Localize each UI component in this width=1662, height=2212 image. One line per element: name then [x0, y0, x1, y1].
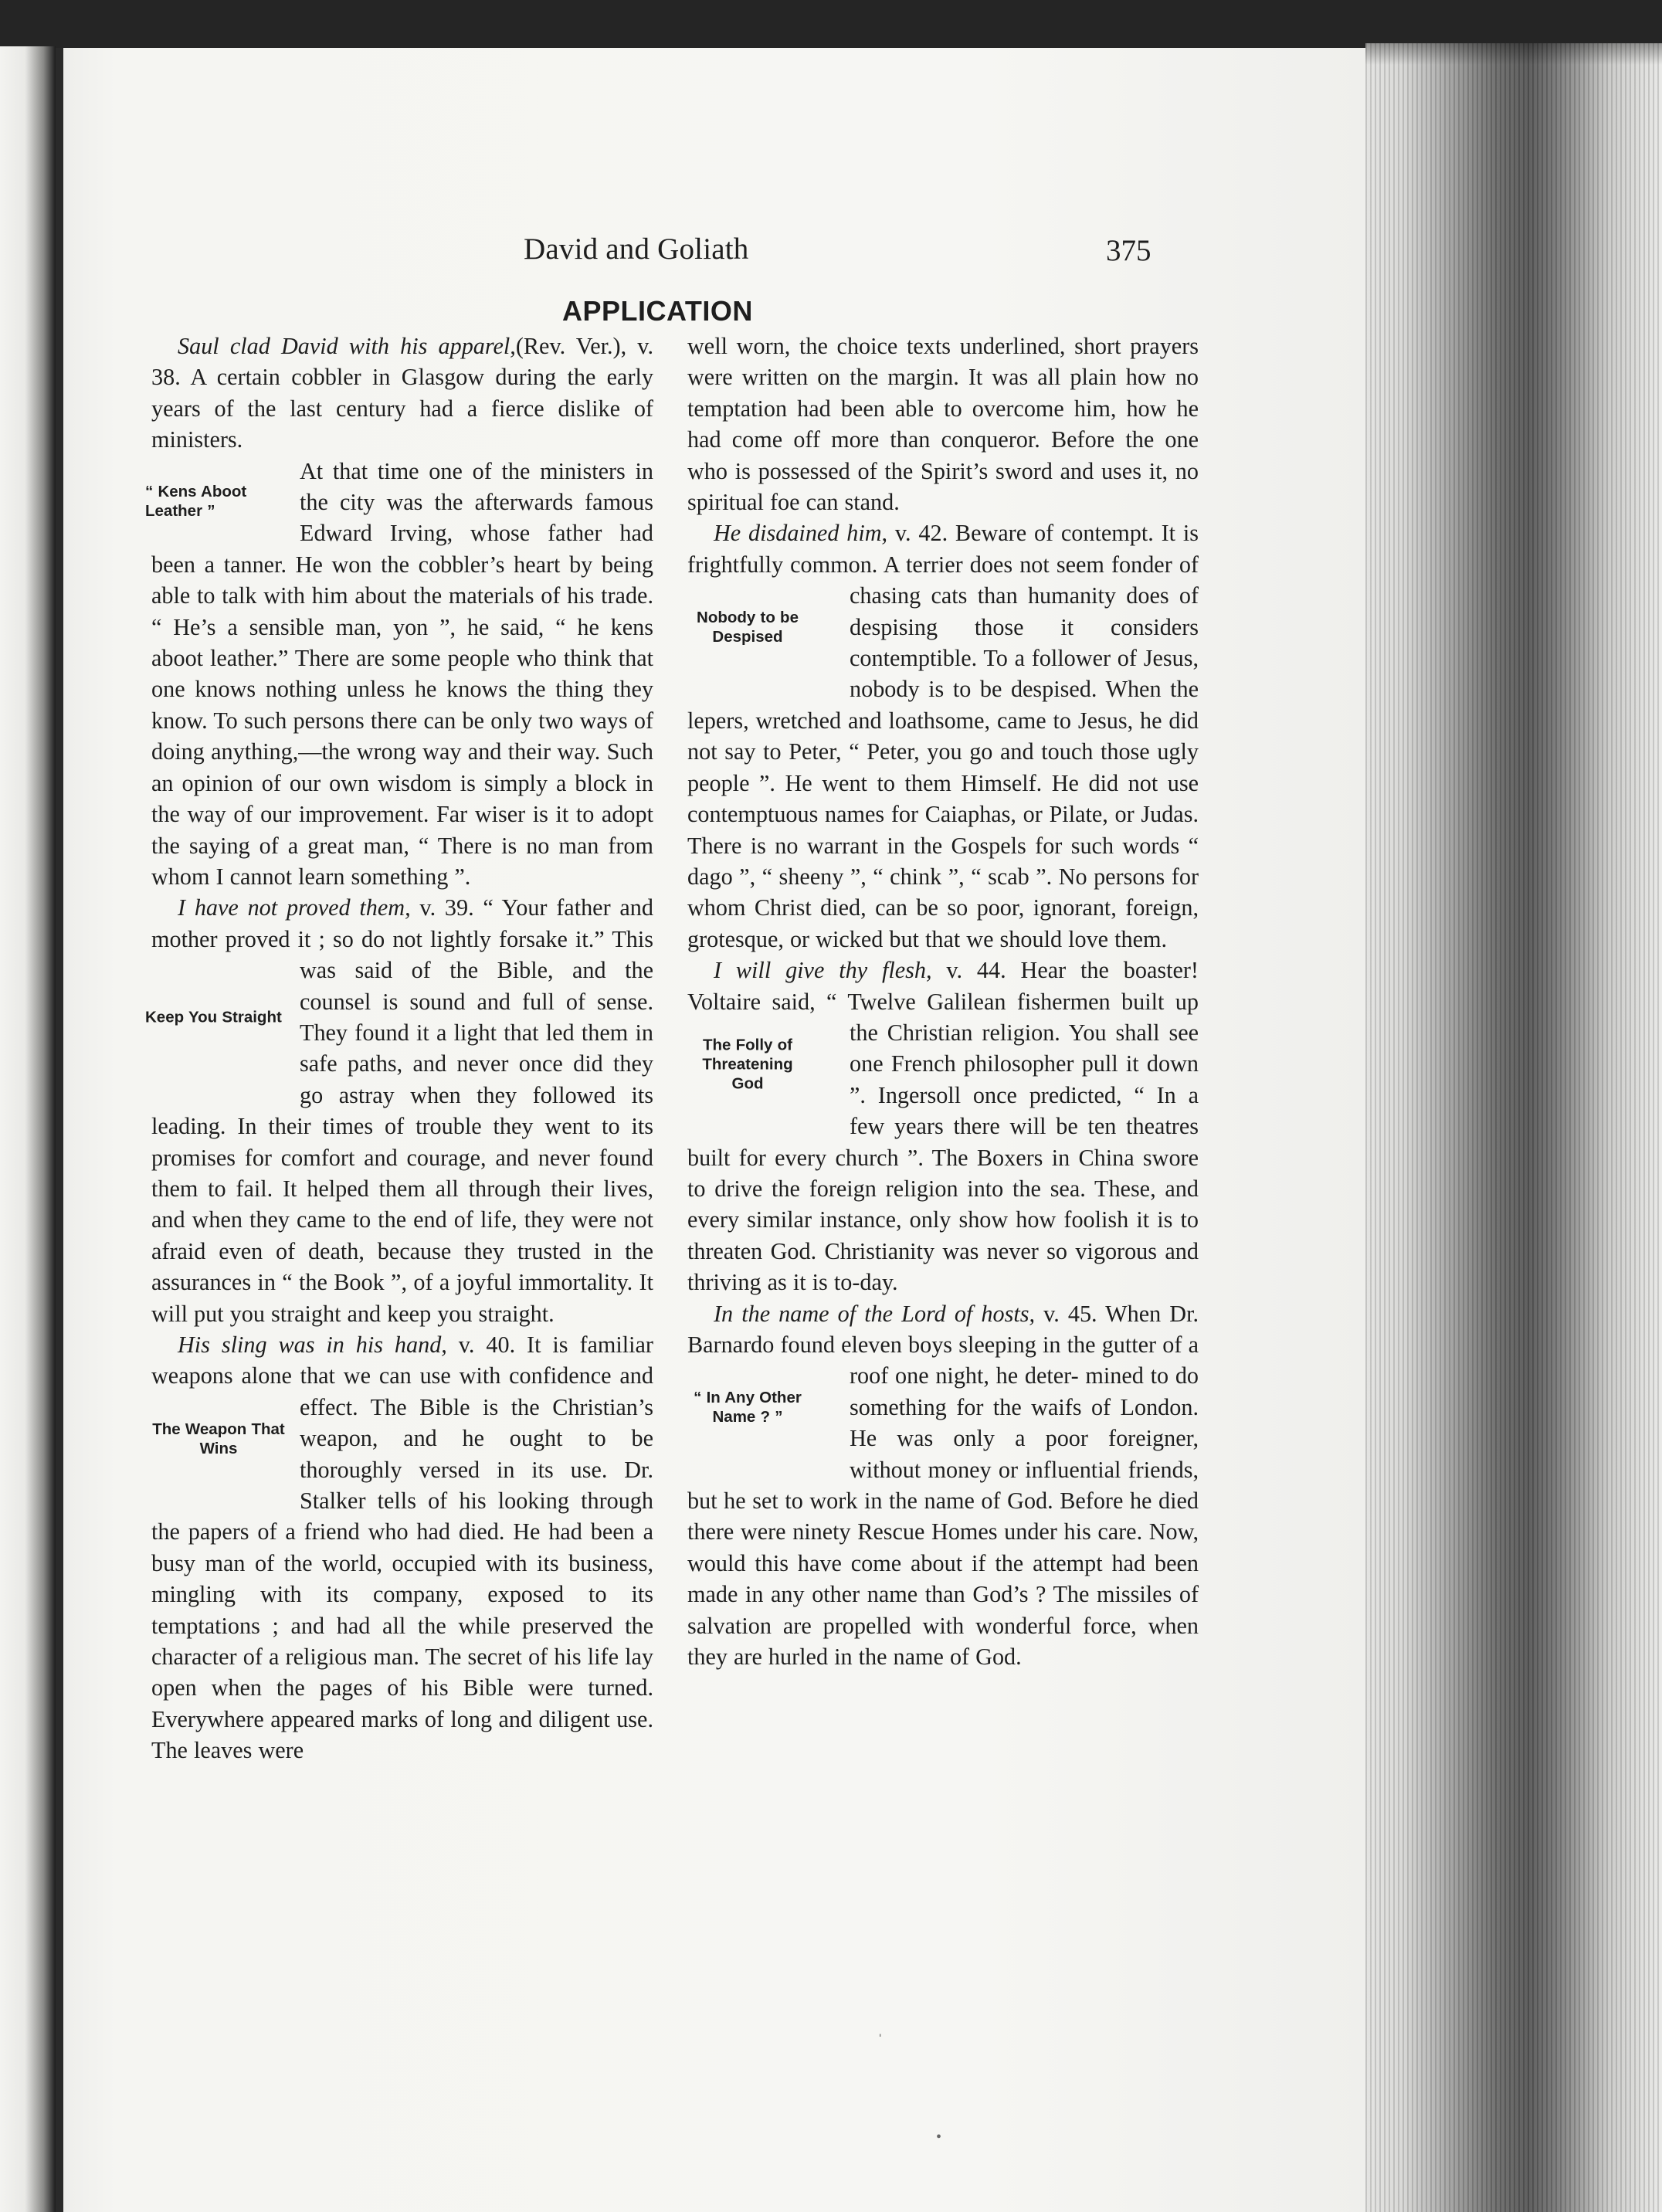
- paragraph-text: v. 44. Hear the boaster! Voltaire said, “ Twelve Galilean fishermen built up the Christian religion. You shall: [687, 957, 1199, 1046]
- paragraph-text: Christian’s weapon, and he ought to be thoroughly versed in its use. Dr. Stalker tells of his looking through the papers of a friend who had died. He had been a busy man of the world, occupied with its business, mingling with its company, exposed to its temptations ; and had all the while preserved the character of a religious man. The secret of his life lay open when the pages of his Bible were turned. Everywhere appeared marks of long and diligent use. The leaves were: [151, 1393, 654, 1764]
- paragraph-sling: [151, 1329, 653, 1766]
- sidenote-text: “ In Any Other Name ? ”: [694, 1389, 802, 1427]
- sidenote-text: The Weapon That Wins: [152, 1420, 285, 1457]
- paragraph-saul-clad-cont: [145, 363, 653, 893]
- scripture-lead: Saul clad David with his apparel,: [178, 333, 516, 359]
- section-heading: APPLICATION: [562, 295, 753, 327]
- paragraph-text: v. 42. Beware of contempt. It is frightfully common. A terrier does not seem fonder of chasing cats than: [687, 520, 1199, 609]
- ink-speck: •: [936, 2129, 942, 2146]
- facing-page-edge: [0, 46, 56, 2212]
- right-column: [687, 331, 1199, 1960]
- sidenote-keep-straight: [145, 955, 292, 1080]
- paragraph-text: This was said of the Bible, and the counsel is sound and full of sense. They found it a light that led them in safe paths, and never once did they go astray when they followed its leading. In their times of trouble they went to its promises for comfort and courage, and never found them to fail. It helped them all through their lives, and when they came to the end of life, they were not afraid even of death, because they trusted in the assurances in “ the Book ”, of a joyful immortality. It will put you straight and keep you straight.: [151, 925, 653, 1327]
- paragraph-text: humanity does of despising those it considers contemptible. To a follower of Jesus, nobody is to be despised. When the lepers, wretched and loathsome, came to Jesus, he did not say to Peter, “ Peter, you go and touch those ugly people ”. He went to them Himself. He did not use contemptuous names for Caiaphas, or Pilate, or Judas. There is no warrant in the Gospels for such words “ dago ”, “ sheeny ”, “ chink ”, “ scab ”. No persons for whom Christ died, can be so poor, ignorant, foreign, grotesque, or wicked but that we should love them.: [687, 582, 1199, 952]
- paragraph-give-flesh: [687, 955, 1199, 1298]
- sidenote-any-other: [686, 1360, 842, 1454]
- sidenote-text: “ Kens Aboot Leather ”: [145, 482, 247, 520]
- scripture-lead: In the name of the Lord of hosts,: [714, 1300, 1036, 1327]
- scripture-lead: He disdained him,: [714, 520, 888, 547]
- paragraph-text: At that time one of the ministers in the city was the afterwards famous Edward Irving, whose father had been a tanner. He won the cobbler’s heart by being able to talk with him about the materials of his trade. “ He’s a sensible man, yon ”, he said, “ he kens aboot leather.” There are some people who think that one knows nothing unless he knows the thing they know. To such persons there can be only two ways of doing anything,—the wrong way and their way. Such an opinion of our own wisdom is simply a block in the way of our improvement. Far wiser is it to adopt the saying of a great man, “ There is no man from whom I cannot learn something ”.: [151, 457, 653, 890]
- sidenote-folly: [686, 1017, 842, 1111]
- sidenote-text: The Folly of Threatening God: [702, 1036, 793, 1093]
- sidenote-weapon: [145, 1392, 292, 1486]
- paragraph-text: well worn, the choice texts underlined, short prayers were written on the margin. It was all plain how no temptation had been able to overcome him, how he had come off more than conqueror. Before the one who is possessed of the Spirit’s sword and uses it, no spiritual foe can stand.: [687, 333, 1199, 516]
- paragraph-text: see one French philosopher pull it down ”. Ingersoll once predicted, “ In a few years there will be ten theatres built for every church ”. The Boxers in China swore to drive the foreign religion into the sea. These, and every similar instance, only show how foolish it is to threaten God. Christianity was never so vigorous and thriving as it is to-day.: [687, 1019, 1199, 1296]
- sidenote-text: Nobody to be Despised: [697, 609, 799, 646]
- paragraph-not-proved: [145, 892, 653, 1329]
- paragraph-disdained: [687, 517, 1199, 955]
- page-number: 375: [1106, 234, 1152, 267]
- scanner-background: [0, 0, 1662, 48]
- running-head: David and Goliath: [524, 232, 749, 266]
- scripture-lead: I have not proved them,: [178, 894, 411, 921]
- paragraph-text: mined to do something for the waifs of London. He was only a poor foreigner, without money or influential friends, but he set to work in the name of God. Before he died there were ninety Rescue Homes under his care. Now, would this have come about if the attempt had been made in any other name than God’s ? The missiles of salvation are propelled with wonderful force, when they are hurled in the name of God.: [687, 1362, 1199, 1671]
- paragraph-text: v. 39. “ Your father and mother proved it ; so do not lightly forsake it.”: [151, 894, 653, 952]
- scripture-lead: I will give thy flesh,: [714, 957, 932, 984]
- ink-speck: ˌ: [877, 2017, 884, 2037]
- paragraph-lord-of-hosts: [687, 1298, 1199, 1673]
- paragraph-text: v. 40. It is familiar weapons alone that we can use with confidence and effect. The Bible is the: [151, 1332, 653, 1420]
- sidenote-nobody: [686, 580, 842, 674]
- sidenote-text: Keep You Straight: [145, 1008, 282, 1026]
- scripture-lead: His sling was in his hand,: [178, 1332, 447, 1358]
- paragraph-text: v. 45. When Dr. Barnardo found eleven boys sleeping in the gutter of a roof one night, he deter-: [687, 1300, 1199, 1389]
- paragraph-well-worn: [687, 331, 1199, 517]
- sidenote-kens-aboot: [145, 454, 292, 548]
- spacer: [151, 363, 653, 456]
- paragraph-text: (Rev. Ver.), v. 38. A certain cobbler in Glasgow during the early years of the last century had a fierce dislike of ministers.: [151, 333, 653, 453]
- left-column: [145, 331, 654, 1960]
- page-edges: [1365, 43, 1662, 2212]
